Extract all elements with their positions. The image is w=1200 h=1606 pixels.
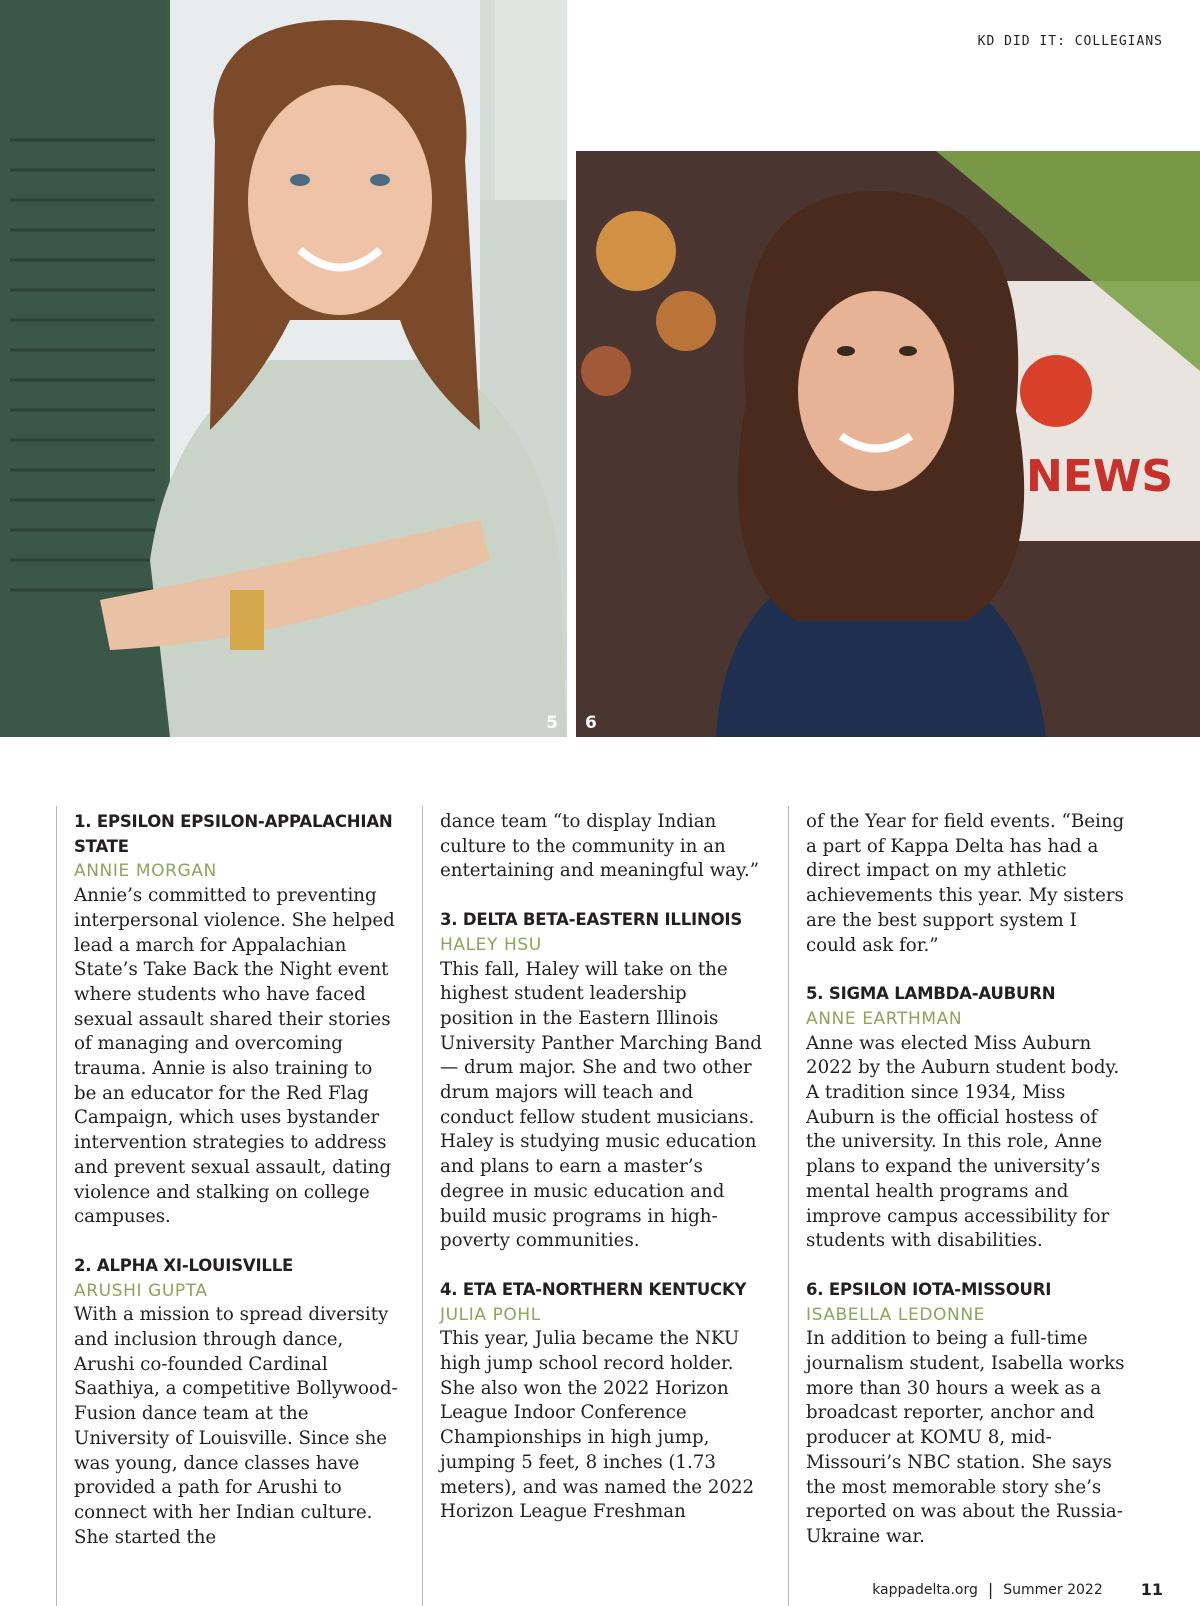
- photo-number-5: 5: [546, 713, 558, 733]
- entry-name: JULIA POHL: [440, 1304, 541, 1325]
- profile-entry-6: [806, 1278, 1131, 1550]
- entry-text: With a mission to spread diversity and inclusion through dance, Arushi co-founded Cardinal Saathiya, a competitive Bollywood-Fusion dance team at the University of Louisville. Since she was young, dance classes have provided a path for Arushi to connect with her Indian culture. She started the: [74, 1304, 398, 1548]
- portrait-illustration: [0, 0, 567, 737]
- column-1: [74, 810, 399, 1574]
- entry-heading: 3. DELTA BETA-EASTERN ILLINOIS: [440, 910, 743, 930]
- entry-text: Annie’s committed to preventing interpersonal violence. She helped lead a march for Appalachian State’s Take Back the Night event where students who have faced sexual assault shared their stories of managing and overcoming trauma. Annie is also training to be an educator for the Red Flag Campaign, which uses bystander intervention strategies to address and prevent sexual assault, dating violence and stalking on college campuses.: [74, 885, 395, 1228]
- profile-entry-1: [74, 810, 399, 1230]
- entry-text: Anne was elected Miss Auburn 2022 by the Auburn student body. A tradition since 1934, Miss Auburn is the official hostess of the university. In this role, Anne plans to expand the university’s mental health programs and improve campus accessibility for students with disabilities.: [806, 1032, 1120, 1252]
- photo-number-6: 6: [585, 713, 597, 733]
- svg-text:NEWS: NEWS: [1026, 451, 1174, 502]
- entry-name: HALEY HSU: [440, 934, 542, 955]
- entry-text: This fall, Haley will take on the highest student leadership position in the Eastern Illinois University Panther Marching Band — drum major. She and two other drum majors will teach and conduct fellow student musicians. Haley is studying music education and plans to earn a master’s degree in music education and build music programs in high-poverty communities.: [440, 958, 762, 1252]
- entry-heading: 5. SIGMA LAMBDA-AUBURN: [806, 984, 1056, 1004]
- footer-issue: Summer 2022: [1003, 1581, 1103, 1598]
- profile-entry-3: [440, 908, 765, 1254]
- photo-isabella-ledonne: [576, 151, 1200, 737]
- entry-heading: 2. ALPHA XI-LOUISVILLE: [74, 1255, 294, 1275]
- entry-name: ANNIE MORGAN: [74, 861, 217, 882]
- entry-heading: 1. EPSILON EPSILON-APPALACHIAN STATE: [74, 812, 393, 856]
- entry-text: In addition to being a full-time journalism student, Isabella works more than 30 hours a week as a broadcast reporter, anchor and producer at KOMU 8, mid-Missouri’s NBC station. She says the most memorable story she’s reported on was about the Russia-Ukraine war.: [806, 1328, 1125, 1547]
- profile-entry-2: [74, 1254, 399, 1550]
- footer-separator: |: [987, 1580, 994, 1599]
- page-number: 11: [1140, 1580, 1163, 1599]
- column-rule: [422, 806, 423, 1606]
- entry-name: ISABELLA LEDONNE: [806, 1304, 985, 1325]
- photo-annie-morgan: [0, 0, 567, 737]
- entry-continuation: dance team “to display Indian culture to the community in an entertaining and meaningful way.”: [440, 811, 759, 882]
- entry-heading: 4. ETA ETA-NORTHERN KENTUCKY: [440, 1279, 747, 1299]
- column-rule: [788, 806, 789, 1606]
- entry-name: ARUSHI GUPTA: [74, 1280, 208, 1301]
- column-rule: [56, 806, 57, 1606]
- portrait-illustration: [576, 151, 1200, 737]
- profile-entry-5: [806, 982, 1131, 1254]
- entry-heading: 6. EPSILON IOTA-MISSOURI: [806, 1279, 1052, 1299]
- column-2: [440, 810, 765, 1549]
- entry-continuation: of the Year for field events. “Being a part of Kappa Delta has had a direct impact on my athletic achievements this year. My sisters are the best support system I could ask for.”: [806, 811, 1125, 956]
- entry-name: ANNE EARTHMAN: [806, 1008, 963, 1029]
- page-footer: [872, 1580, 1163, 1599]
- column-3: [806, 810, 1131, 1574]
- entry-text: This year, Julia became the NKU high jump school record holder. She also won the 2022 Horizon League Indoor Conference Championships in high jump, jumping 5 feet, 8 inches (1.73 meters), and was named the 2022 Horizon League Freshman: [440, 1328, 755, 1523]
- footer-site-link[interactable]: kappadelta.org: [872, 1581, 978, 1598]
- section-header: KD DID IT: COLLEGIANS: [977, 34, 1163, 49]
- profile-entry-4: [440, 1278, 765, 1525]
